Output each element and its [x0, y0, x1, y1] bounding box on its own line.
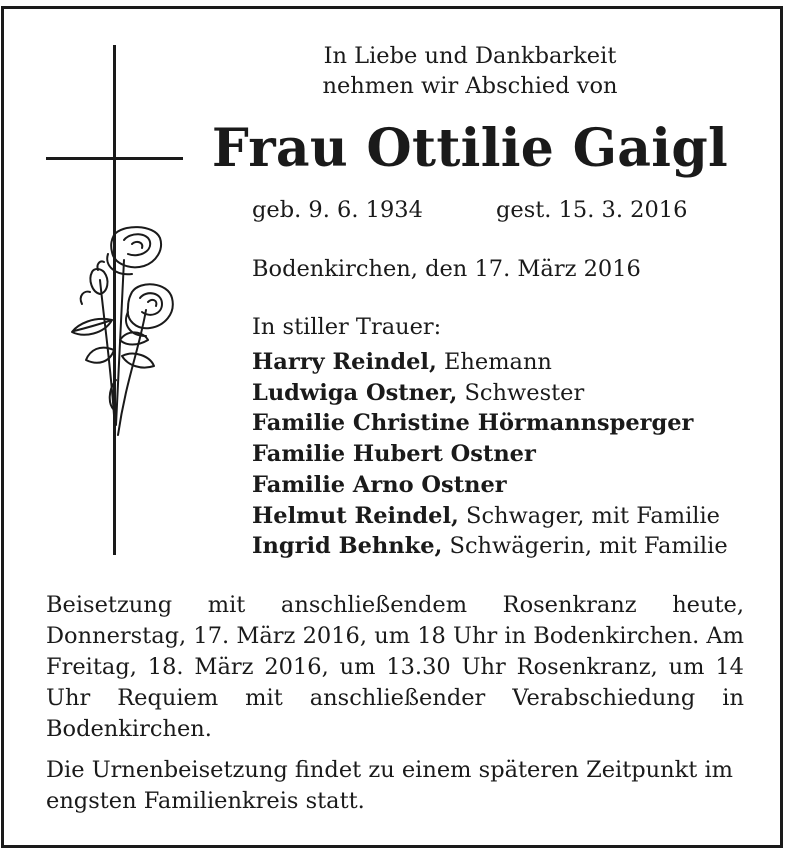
mourner-relation: Ehemann	[436, 349, 552, 375]
mourner-item	[252, 378, 728, 409]
mourner-item	[252, 408, 728, 439]
mourner-name: Familie Hubert Ostner	[252, 441, 536, 468]
mourner-name: Familie Christine Hörmannsperger	[252, 410, 694, 437]
mourner-item	[252, 501, 728, 532]
mourner-relation: Schwägerin, mit Familie	[442, 533, 728, 560]
mourner-item	[252, 439, 728, 470]
roses-icon	[64, 220, 184, 445]
mourner-item	[252, 531, 728, 562]
mourning-heading: In stiller Trauer:	[252, 314, 442, 340]
mourner-list	[252, 347, 728, 562]
mourner-item	[252, 470, 728, 501]
mourner-name: Ludwiga Ostner,	[252, 379, 458, 406]
funeral-paragraph: Beisetzung mit anschließendem Rosenkranz heute, Donnerstag, 17. März 2016, um 18 Uhr in Bodenkirchen. Am Freitag, 18. März 2016, um 13.30 Uhr Rosenkranz, um 14 Uhr Requiem mit anschließender Verabschiedung in Bodenkirchen.	[46, 592, 744, 742]
cross-icon-bar	[46, 157, 183, 160]
mourner-name: Familie Arno Ostner	[252, 471, 507, 498]
mourner-relation: Schwester	[457, 379, 585, 406]
intro-line-1: In Liebe und Dankbarkeit	[323, 43, 617, 69]
mourner-name: Helmut Reindel,	[252, 502, 459, 529]
death-date: gest. 15. 3. 2016	[496, 197, 688, 223]
mourner-relation: Schwager, mit Familie	[458, 502, 720, 529]
place-date: Bodenkirchen, den 17. März 2016	[252, 256, 641, 282]
intro-line-2: nehmen wir Abschied von	[322, 73, 618, 99]
urn-paragraph: Die Urnenbeisetzung findet zu einem späteren Zeitpunkt im engsten Familienkreis statt.	[46, 757, 734, 814]
mourner-item	[252, 347, 728, 378]
mourner-name: Ingrid Behnke,	[252, 533, 443, 560]
deceased-name: Frau Ottilie Gaigl	[211, 118, 729, 179]
mourner-name: Harry Reindel,	[252, 349, 437, 375]
birth-date: geb. 9. 6. 1934	[252, 197, 423, 223]
